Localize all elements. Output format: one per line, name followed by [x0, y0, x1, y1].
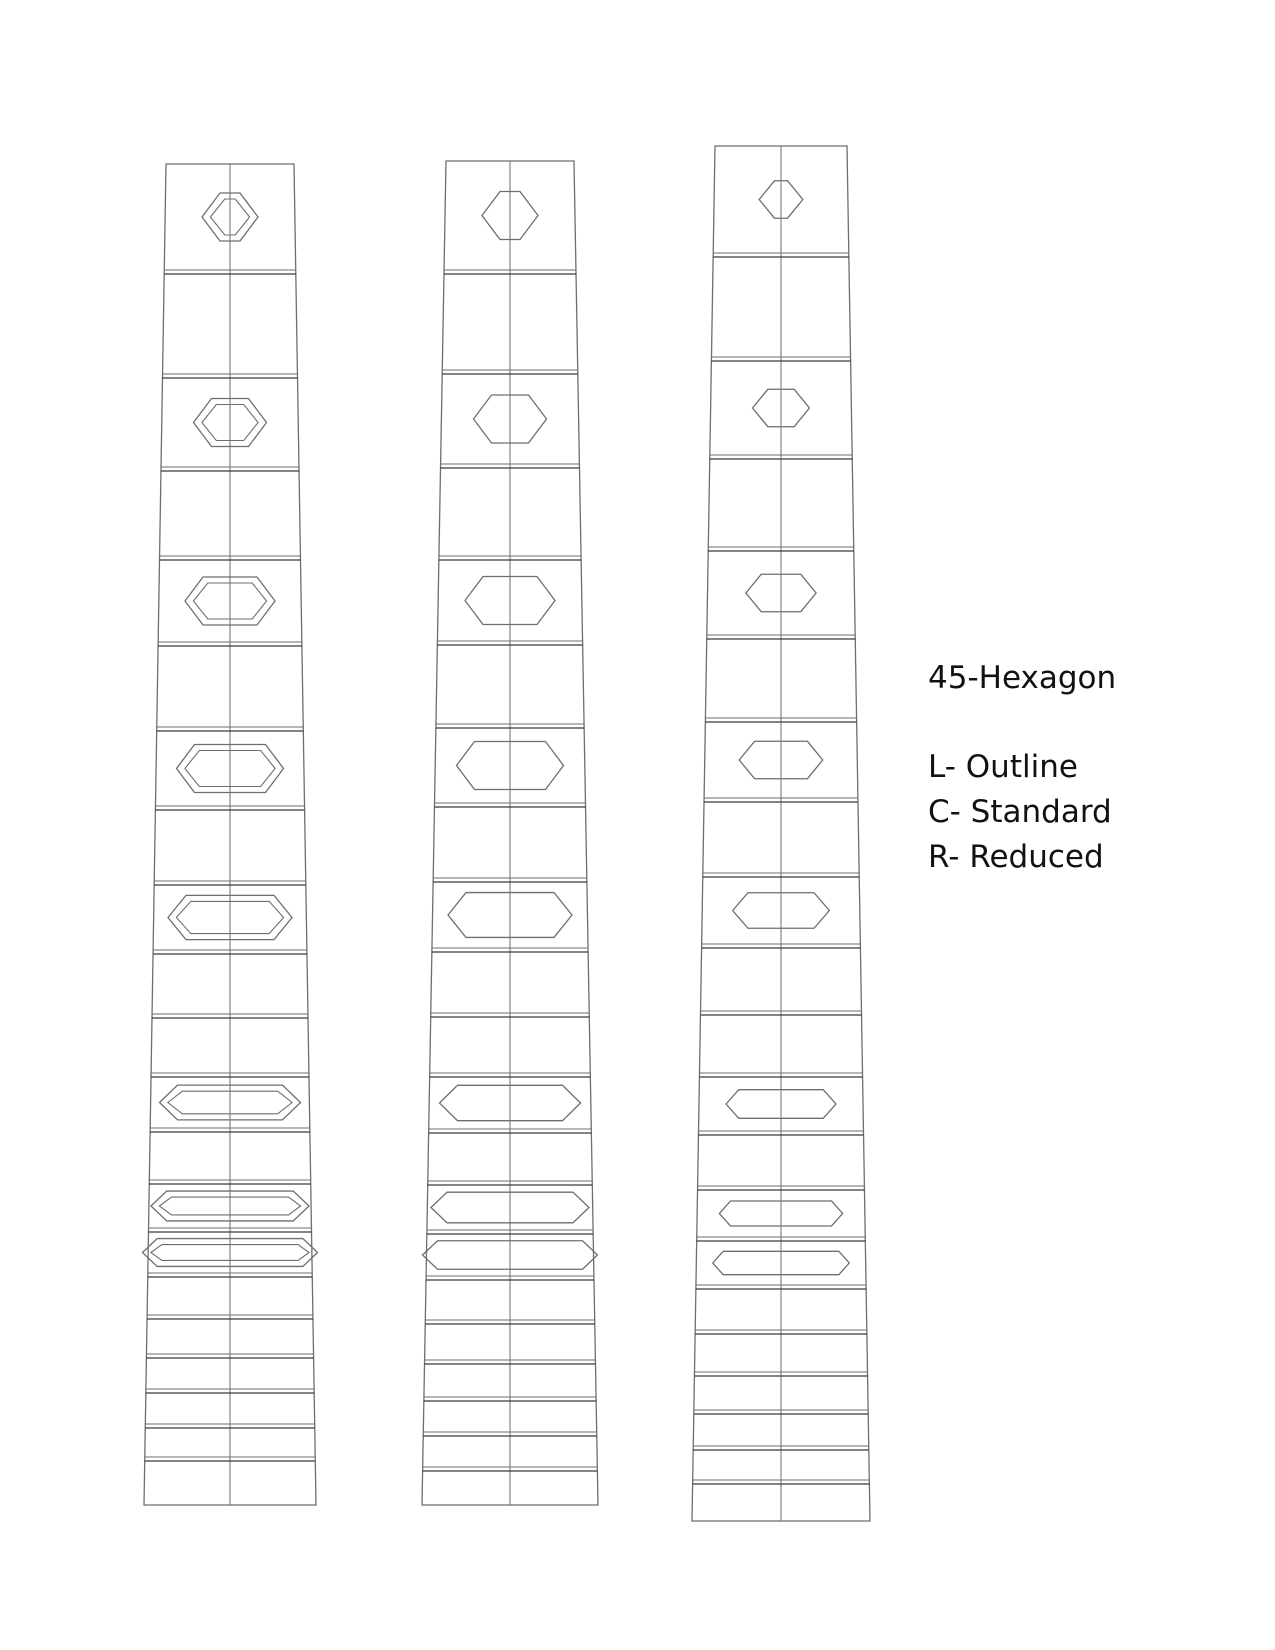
legend-spacer: [928, 701, 1116, 745]
legend-item-standard: C- Standard: [928, 794, 1112, 830]
legend-title: 45-Hexagon: [928, 660, 1117, 696]
legend-item-reduced: R- Reduced: [928, 839, 1104, 875]
fretboard-left-outline: [143, 164, 318, 1505]
legend-item-outline: L- Outline: [928, 749, 1078, 785]
legend: [928, 656, 1116, 880]
fretboard-right-reduced: [692, 146, 870, 1521]
fretboard-center-standard: [422, 161, 598, 1505]
